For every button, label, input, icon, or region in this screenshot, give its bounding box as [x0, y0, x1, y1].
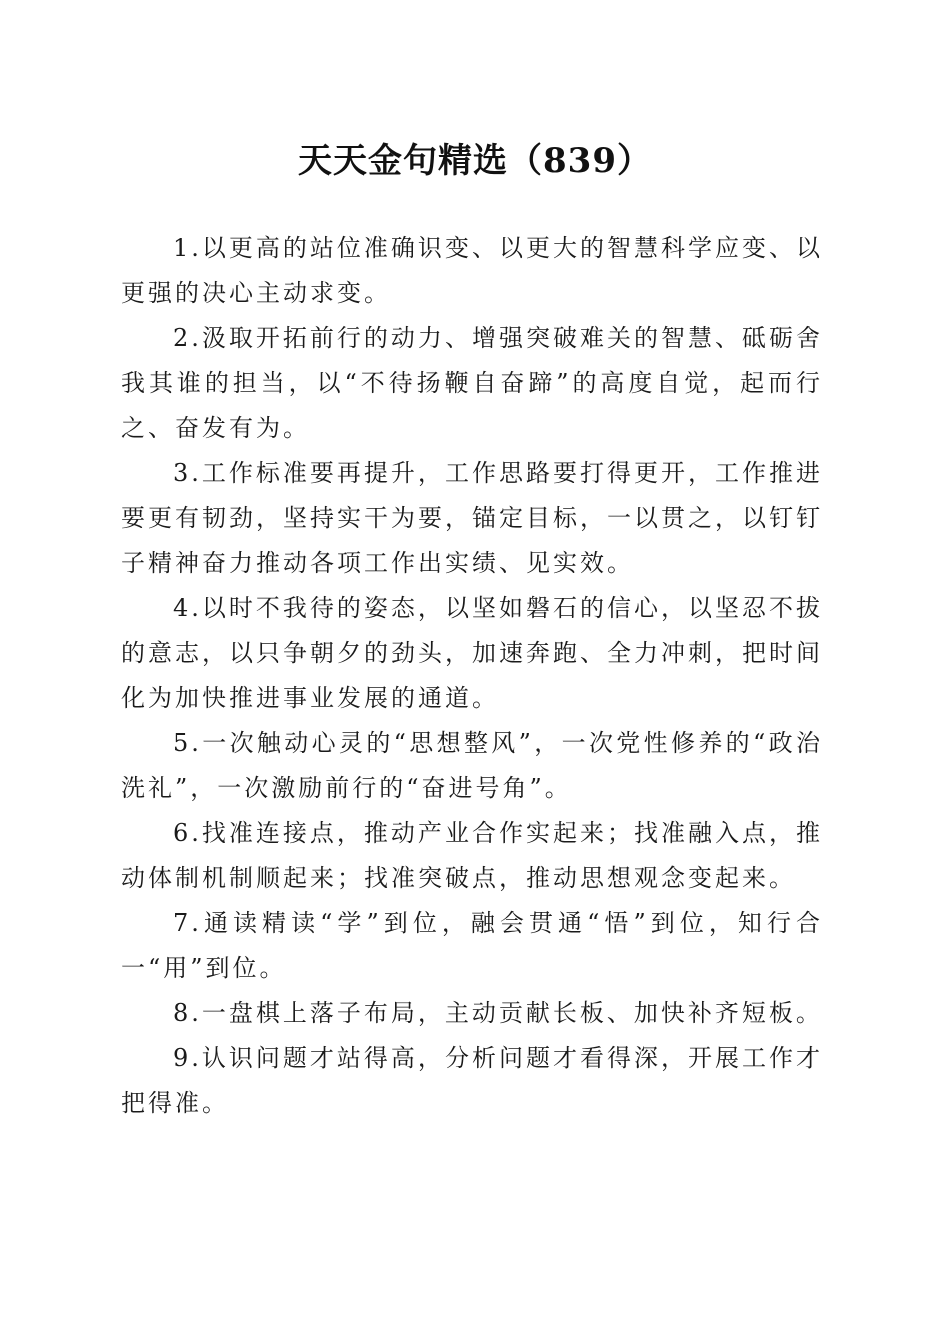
paragraph-9: 9.认识问题才站得高，分析问题才看得深，开展工作才把得准。 — [121, 1044, 823, 1117]
paragraph-1: 1.以更高的站位准确识变、以更大的智慧科学应变、以更强的决心主动求变。 — [121, 234, 823, 307]
paragraph-5: 5.一次触动心灵的“思想整风”，一次党性修养的“政治洗礼”，一次激励前行的“奋进号角”。 — [121, 729, 823, 802]
document-body — [121, 226, 823, 1126]
paragraph-7: 7.通读精读“学”到位，融会贯通“悟”到位，知行合一“用”到位。 — [121, 909, 823, 982]
paragraph-2: 2.汲取开拓前行的动力、增强突破难关的智慧、砥砺舍我其谁的担当，以“不待扬鞭自奋蹄”的高度自觉，起而行之、奋发有为。 — [121, 324, 823, 442]
paragraph-8: 8.一盘棋上落子布局，主动贡献长板、加快补齐短板。 — [173, 999, 823, 1027]
paragraph-6: 6.找准连接点，推动产业合作实起来；找准融入点，推动体制机制顺起来；找准突破点，推动思想观念变起来。 — [121, 819, 823, 892]
paragraph-3: 3.工作标准要再提升，工作思路要打得更开，工作推进要更有韧劲，坚持实干为要，锚定目标，一以贯之，以钉钉子精神奋力推动各项工作出实绩、见实效。 — [121, 459, 823, 577]
paragraph-4: 4.以时不我待的姿态，以坚如磐石的信心，以坚忍不拔的意志，以只争朝夕的劲头，加速奔跑、全力冲刺，把时间化为加快推进事业发展的通道。 — [121, 594, 823, 712]
document-title: 天天金句精选（839） — [298, 141, 652, 181]
